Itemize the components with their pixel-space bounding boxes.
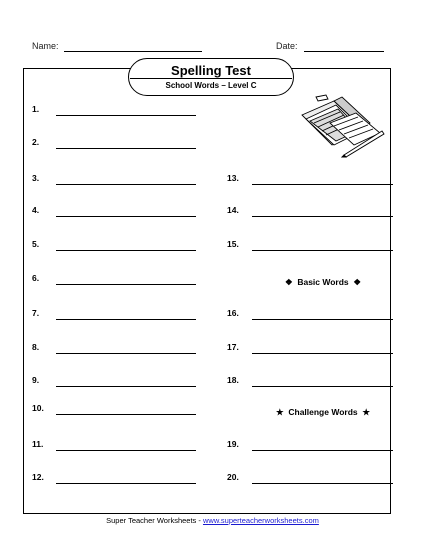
item-number: 15.	[227, 239, 239, 249]
name-label: Name:	[32, 41, 59, 51]
answer-line[interactable]	[56, 386, 196, 387]
answer-line[interactable]	[56, 353, 196, 354]
item-number: 19.	[227, 439, 239, 449]
answer-line[interactable]	[252, 353, 393, 354]
basic-words-right-icon: ❖	[353, 277, 362, 287]
name-field[interactable]	[64, 51, 202, 52]
answer-line[interactable]	[252, 216, 393, 217]
item-number: 6.	[32, 273, 40, 283]
answer-line[interactable]	[56, 450, 196, 451]
challenge-words-right-icon: ★	[362, 407, 370, 417]
item-number: 3.	[32, 173, 40, 183]
item-number: 10.	[32, 403, 44, 413]
answer-line[interactable]	[56, 284, 196, 285]
basic-words-left-icon: ❖	[284, 277, 293, 287]
answer-line[interactable]	[56, 184, 196, 185]
basic-words-heading	[251, 277, 395, 288]
title-box	[128, 58, 294, 96]
item-number: 13.	[227, 173, 239, 183]
title-divider	[130, 78, 292, 79]
page-subtitle: School Words – Level C	[165, 81, 257, 90]
answer-line[interactable]	[252, 386, 393, 387]
item-number: 7.	[32, 308, 40, 318]
item-number: 20.	[227, 472, 239, 482]
item-number: 16.	[227, 308, 239, 318]
footer-link[interactable]: www.superteacherworksheets.com	[202, 516, 319, 525]
answer-line[interactable]	[252, 250, 393, 251]
answer-line[interactable]	[252, 319, 393, 320]
item-number: 2.	[32, 137, 40, 147]
footer	[0, 516, 425, 525]
answer-line[interactable]	[56, 483, 196, 484]
answer-line[interactable]	[252, 483, 393, 484]
basic-words-label: Basic Words	[297, 277, 349, 287]
date-field[interactable]	[304, 51, 384, 52]
item-number: 1.	[32, 104, 40, 114]
challenge-words-left-icon: ★	[276, 407, 284, 417]
item-number: 11.	[32, 439, 44, 449]
item-number: 4.	[32, 205, 40, 215]
answer-line[interactable]	[56, 414, 196, 415]
answer-line[interactable]	[56, 216, 196, 217]
item-number: 12.	[32, 472, 44, 482]
page-title: Spelling Test	[171, 63, 251, 78]
item-number: 14.	[227, 205, 239, 215]
item-number: 18.	[227, 375, 239, 385]
answer-line[interactable]	[56, 115, 196, 116]
challenge-words-heading	[251, 407, 395, 418]
answer-line[interactable]	[56, 319, 196, 320]
answer-line[interactable]	[56, 148, 196, 149]
item-number: 8.	[32, 342, 40, 352]
item-number: 17.	[227, 342, 239, 352]
answer-line[interactable]	[56, 250, 196, 251]
challenge-words-label: Challenge Words	[288, 407, 358, 417]
footer-text: Super Teacher Worksheets -	[106, 516, 203, 525]
item-number: 5.	[32, 239, 40, 249]
item-number: 9.	[32, 375, 40, 385]
answer-line[interactable]	[252, 450, 393, 451]
answer-line[interactable]	[252, 184, 393, 185]
date-label: Date:	[276, 41, 298, 51]
school-supplies-illustration	[294, 93, 386, 159]
